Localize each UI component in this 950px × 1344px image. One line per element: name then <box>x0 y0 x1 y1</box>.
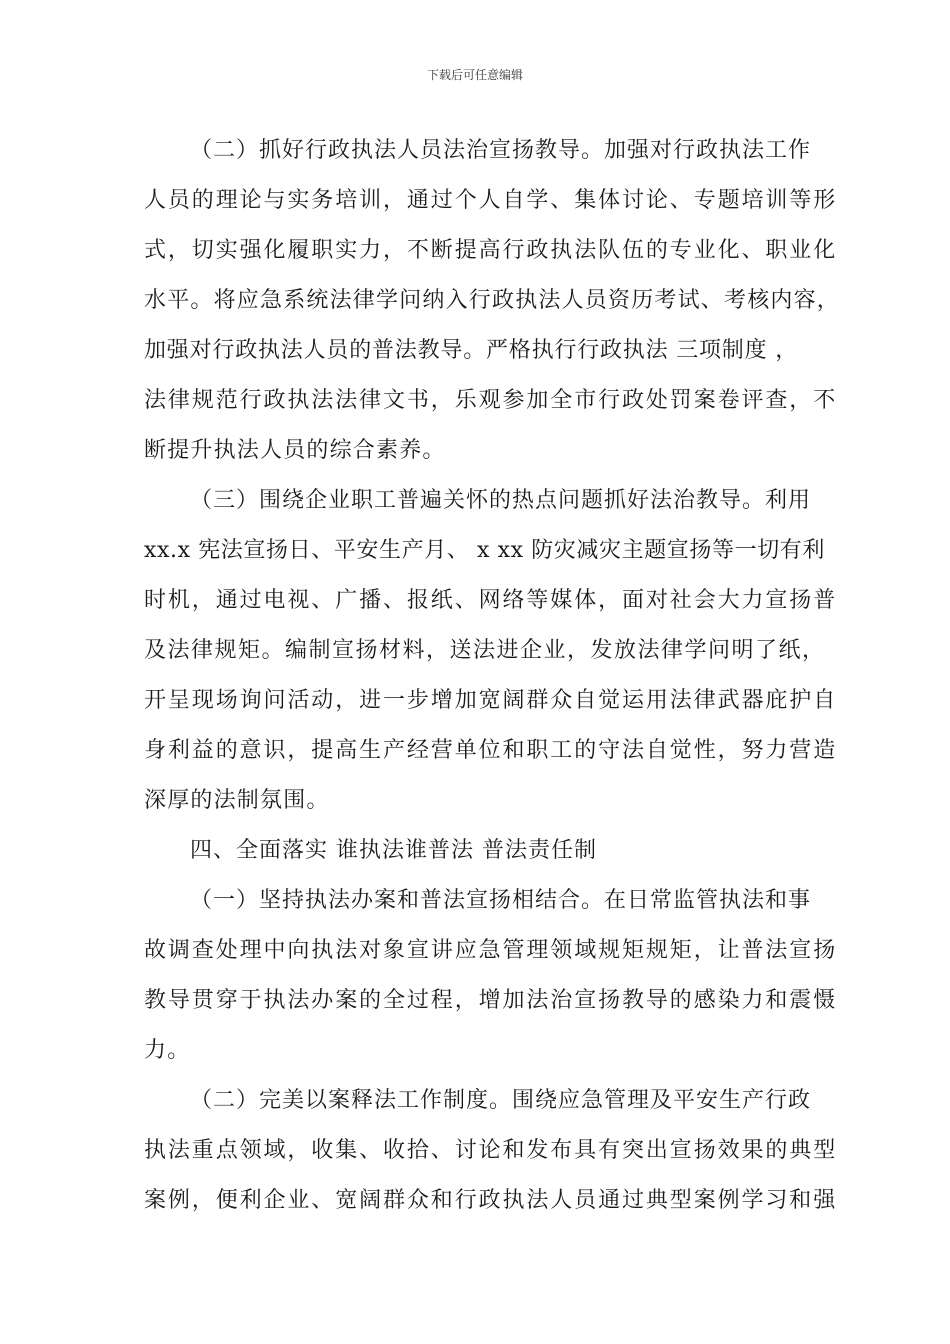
text-line: 力。 <box>144 1038 191 1063</box>
section-heading: 四、全面落实 谁执法谁普法 普法责任制 <box>190 838 597 863</box>
text-line: 执法重点领域，收集、收拾、讨论和发布具有突出宣扬效果的典型 <box>144 1138 838 1163</box>
text-line: 案例，便利企业、宽阔群众和行政执法人员通过典型案例学习和强 <box>144 1188 838 1213</box>
text-line: 法律规范行政执法法律文书，乐观参加全市行政处罚案卷评查，不 <box>144 388 838 413</box>
text-line: （一）坚持执法办案和普法宣扬相结合。在日常监管执法和事 <box>190 888 812 913</box>
text-line: 水平。将应急系统法律学问纳入行政执法人员资历考试、考核内容， <box>144 288 841 313</box>
text-line: （二）抓好行政执法人员法治宣扬教导。加强对行政执法工作 <box>190 138 812 163</box>
text-line: 人员的理论与实务培训，通过个人自学、集体讨论、专题培训等形 <box>144 188 838 213</box>
text-line: 开呈现场询问活动，进一步增加宽阔群众自觉运用法律武器庇护自 <box>144 688 838 713</box>
text-line: 身利益的意识，提高生产经营单位和职工的守法自觉性，努力营造 <box>144 738 838 763</box>
text-line: 故调查处理中向执法对象宣讲应急管理领域规矩规矩，让普法宣扬 <box>144 938 838 963</box>
text-line: xx.x 宪法宣扬日、平安生产月、 x xx 防灾减灾主题宣扬等一切有利 <box>144 538 826 563</box>
text-line: 时机，通过电视、广播、报纸、网络等媒体，面对社会大力宣扬普 <box>144 588 838 613</box>
text-line: 深厚的法制氛围。 <box>144 788 330 813</box>
text-line: 加强对行政执法人员的普法教导。严格执行行政执法 三项制度 ， <box>144 338 798 363</box>
text-line: 式，切实强化履职实力，不断提高行政执法队伍的专业化、职业化 <box>144 238 838 263</box>
text-line: （三）围绕企业职工普遍关怀的热点问题抓好法治教导。利用 <box>190 488 812 513</box>
text-line: 及法律规矩。编制宣扬材料，送法进企业，发放法律学问明了纸， <box>144 638 826 663</box>
text-line: 断提升执法人员的综合素养。 <box>144 438 446 463</box>
text-line: （二）完美以案释法工作制度。围绕应急管理及平安生产行政 <box>190 1088 812 1113</box>
text-line: 教导贯穿于执法办案的全过程，增加法治宣扬教导的感染力和震慑 <box>144 988 838 1013</box>
page-header: 下载后可任意编辑 <box>426 68 523 82</box>
